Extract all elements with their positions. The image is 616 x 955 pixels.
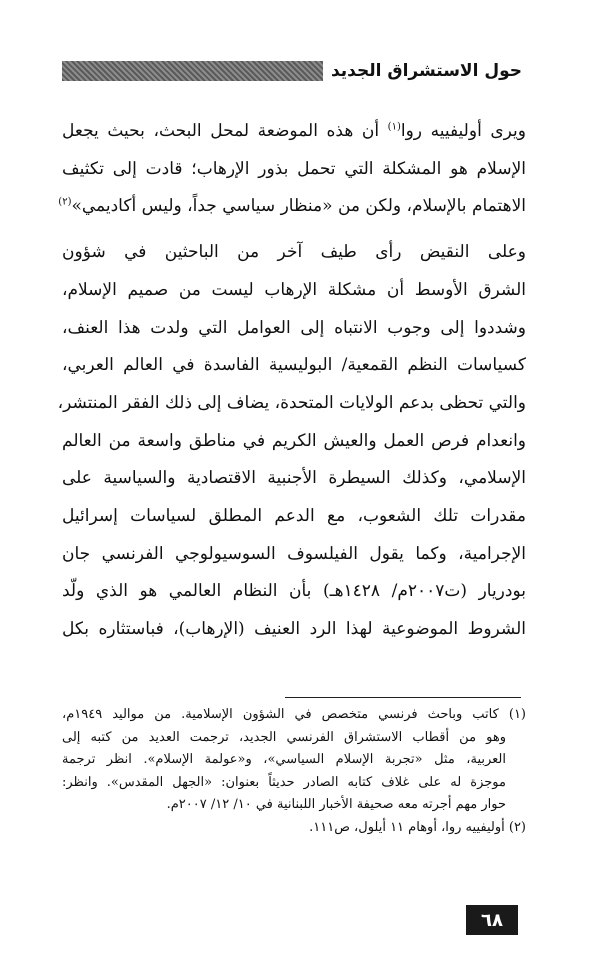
footnote-2: [62, 817, 526, 840]
page-number: ٦٨: [466, 905, 518, 935]
text-line: الإجرامية، وكما يقول الفيلسوف السوسيولوجي الفرنسي جان: [62, 543, 526, 564]
footnote-line: (١) كاتب وباحث فرنسي متخصص في الشؤون الإسلامية. من مواليد ١٩٤٩م،: [62, 707, 526, 722]
footnotes: [62, 704, 526, 839]
text-line: الشرق الأوسط أن مشكلة الإرهاب ليست من صميم الإسلام،: [62, 279, 526, 300]
header-decorative-bar: [62, 61, 323, 81]
running-header: [62, 56, 522, 86]
footnote-separator: [285, 697, 521, 698]
paragraph-1: [58, 113, 526, 226]
text-line: ويرى أوليفييه روا$^{(١)}$ أن هذه الموضعة لمحل البحث، بحيث يجعل: [62, 121, 526, 141]
body-text: [57, 113, 526, 649]
footnote-line: العربية، مثل «تجربة الإسلام السياسي»، و«عولمة الإسلام». انظر ترجمة: [62, 752, 506, 767]
text-line: بودريار (ت٢٠٠٧م/ ١٤٢٨هـ) بأن النظام العالمي هو الذي ولّد: [62, 581, 526, 602]
text-line: وعلى النقيض رأى طيف آخر من الباحثين في شؤون: [62, 242, 526, 263]
text-line: وانعدام فرص العمل والعيش الكريم في مناطق واسعة من العالم: [62, 430, 526, 451]
footnote-line: موجزة له على غلاف كتابه الصادر حديثاً بعنوان: «الجهل المقدس». وانظر:: [62, 774, 506, 790]
footnote-1: [62, 704, 526, 817]
text-line: مقدرات تلك الشعوب، مع الدعم المطلق لسياسات إسرائيل: [62, 506, 526, 527]
text-line: الإسلام هو المشكلة التي تحمل بذور الإرهاب؛ قادت إلى تكثيف: [62, 158, 526, 179]
text-line: كسياسات النظم القمعية/ البوليسية الفاسدة في العالم العربي،: [62, 355, 526, 376]
footnote-ref-1: (١): [387, 121, 401, 133]
running-header-title: حول الاستشراق الجديد: [330, 61, 522, 81]
text-line: الشروط الموضوعية لهذا الرد العنيف (الإرهاب)، فباستثاره بكل: [62, 619, 526, 640]
text-line: والتي تحظى بدعم الولايات المتحدة، يضاف إلى ذلك الفقر المنتشر،: [57, 392, 526, 413]
paragraph-2: [57, 234, 526, 649]
footnote-ref-2: (٢): [58, 196, 72, 208]
text-line: الإسلامي، وكذلك السيطرة الأجنبية الاقتصادية والسياسية على: [62, 468, 526, 489]
footnote-line: حوار مهم أجرته معه صحيفة الأخبار اللبنانية في ١٠/ ١٢/ ٢٠٠٧م.: [166, 797, 506, 812]
footnote-line: (٢) أوليفييه روا، أوهام ١١ أيلول، ص١١١.: [309, 819, 526, 835]
text-line: وشددوا إلى وجوب الانتباه إلى العوامل التي ولدت هذا العنف،: [62, 317, 526, 338]
text-line: الاهتمام بالإسلام، ولكن من «منظار سياسي جداً، وليس أكاديمي»$^{(٢)}$: [58, 196, 526, 217]
footnote-line: وهو من أقطاب الاستشراق الفرنسي الجديد، ترجمت العديد من كتبه إلى: [62, 729, 506, 745]
